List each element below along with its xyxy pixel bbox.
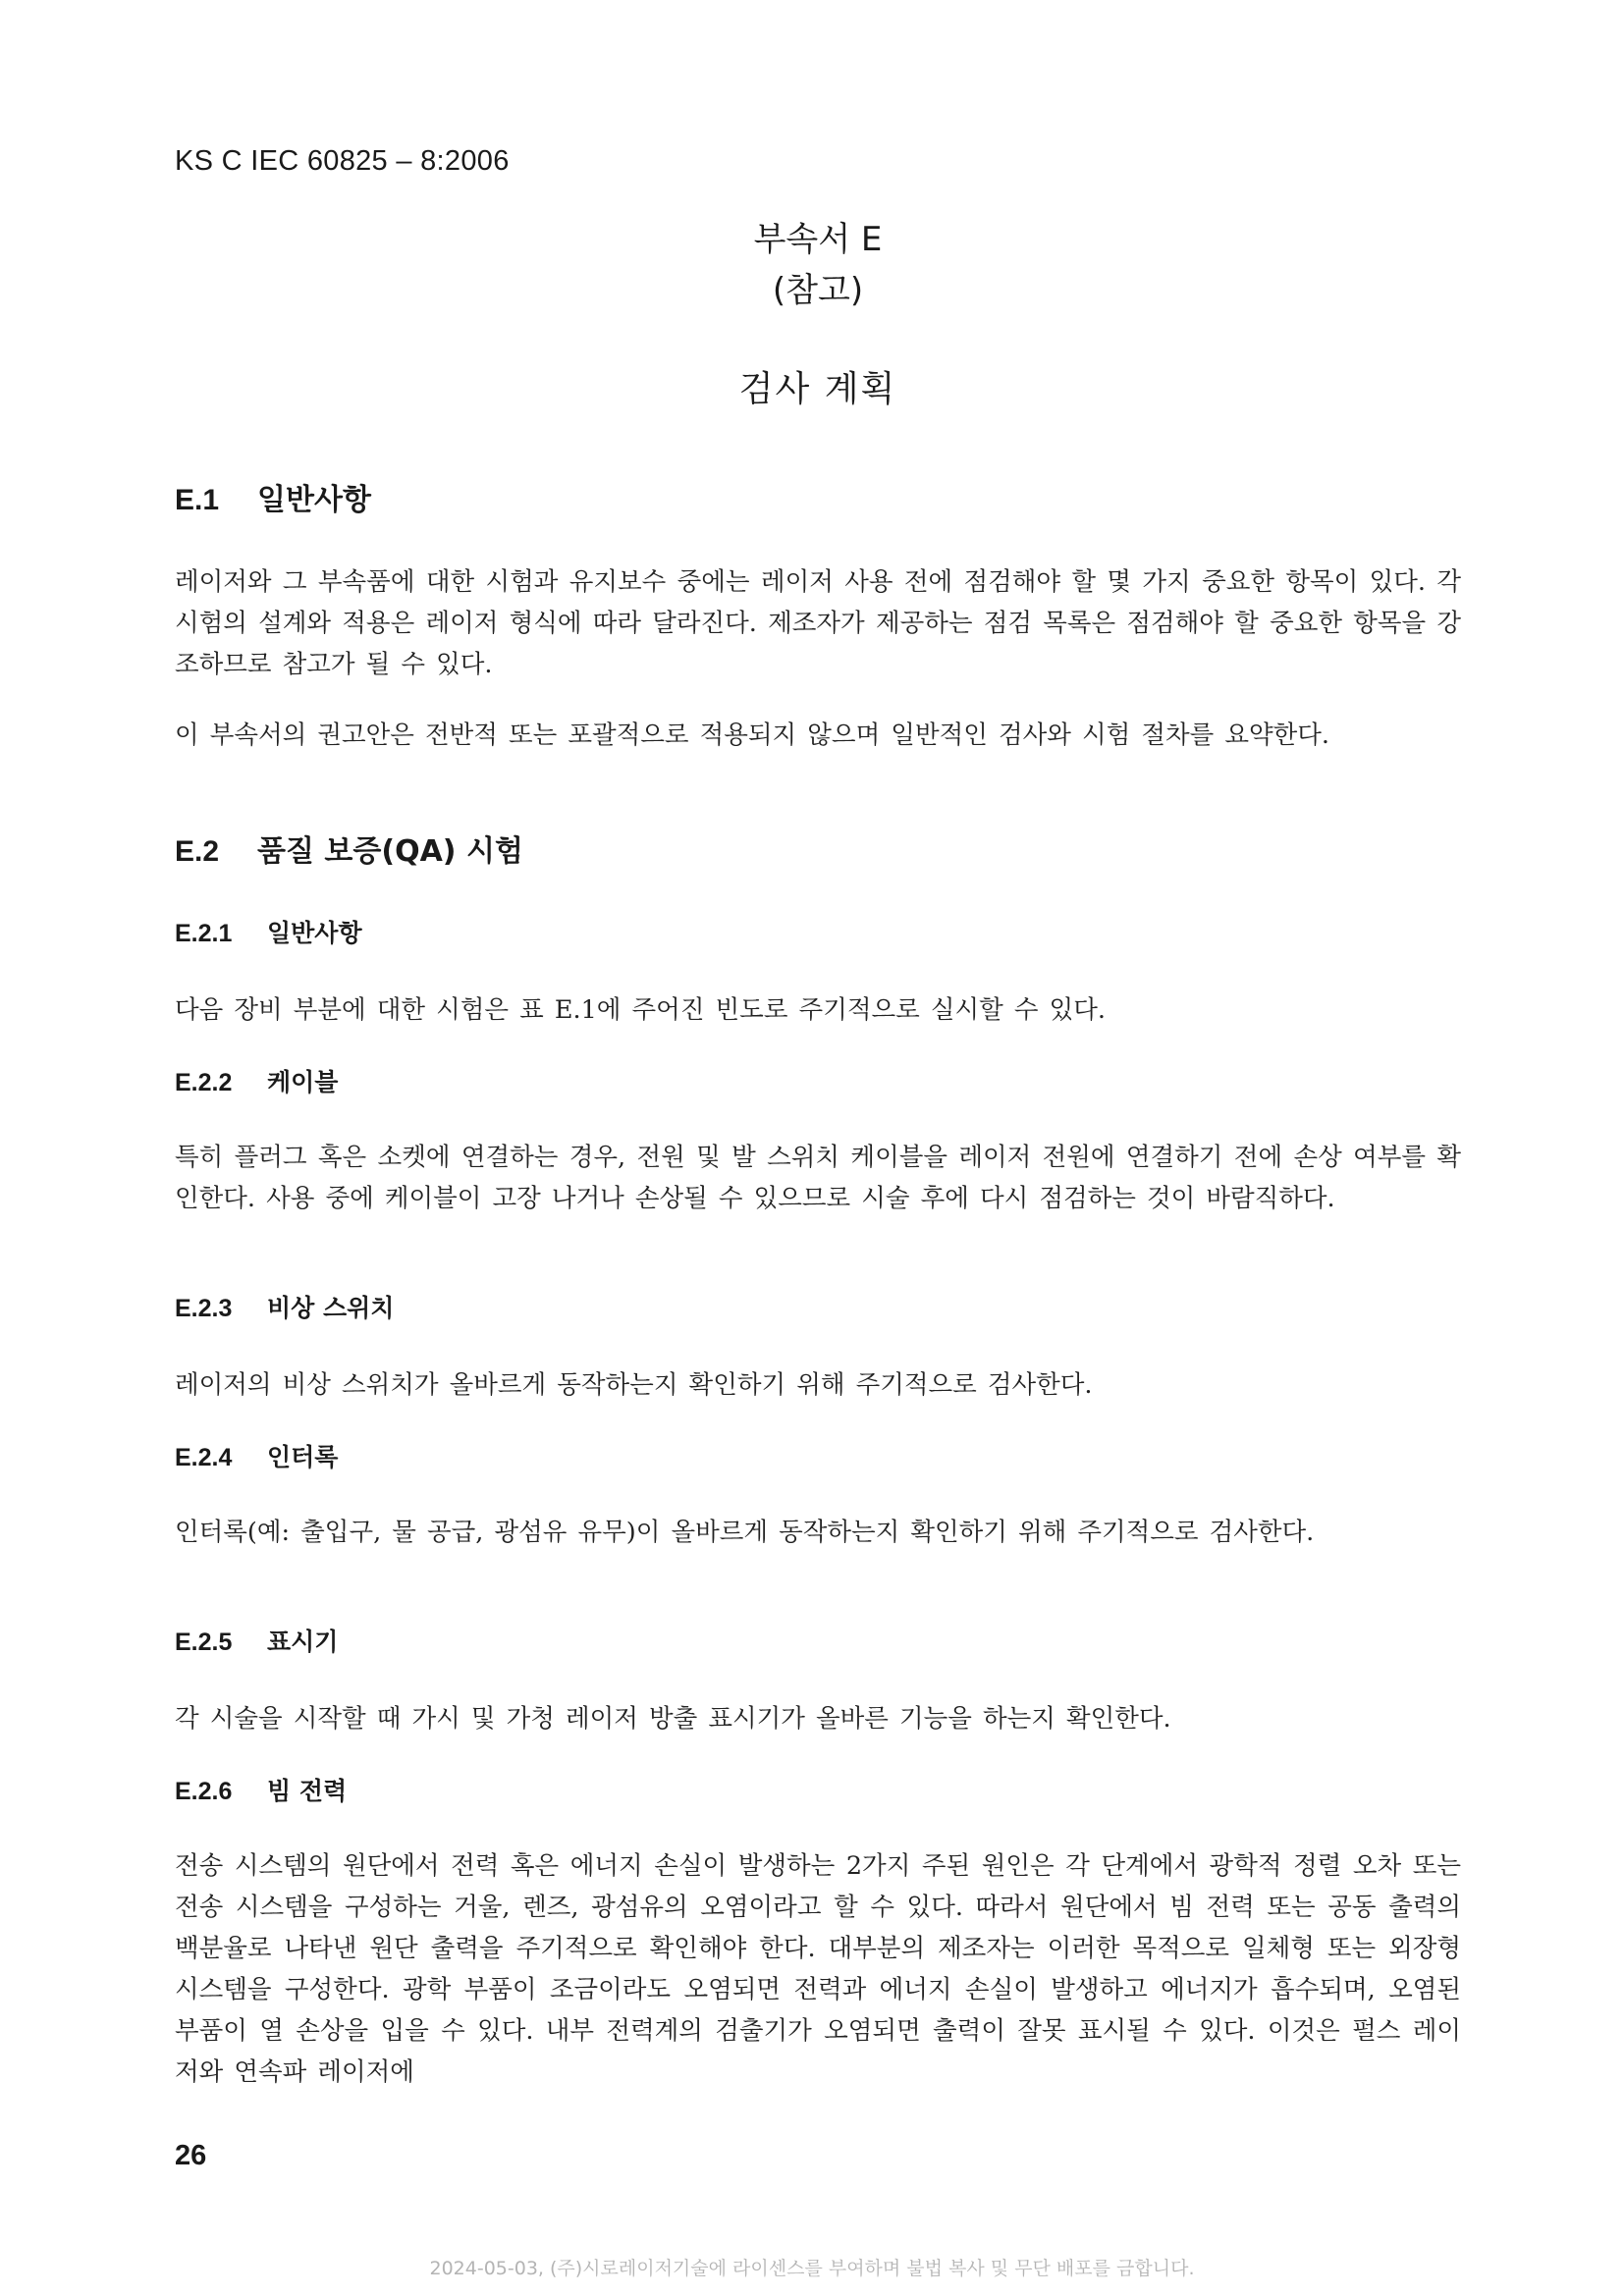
section-title: 일반사항 xyxy=(257,483,371,517)
subsection-title: 비상 스위치 xyxy=(267,1294,395,1322)
subsection-number: E.2.5 xyxy=(175,1629,233,1656)
subsection-number: E.2.4 xyxy=(175,1444,233,1471)
license-footer-notice: 2024-05-03, (주)시로레이저기술에 라이센스를 부여하며 불법 복사 및 무단 배포를 금합니다. xyxy=(429,2258,1195,2279)
section-title: 품질 보증(QA) 시험 xyxy=(257,834,523,869)
subsection-title: 빔 전력 xyxy=(267,1777,348,1805)
subsection-number: E.2.6 xyxy=(175,1778,233,1805)
subsection-heading-e23 xyxy=(175,1292,394,1325)
section-number: E.2 xyxy=(175,835,220,868)
section-number: E.1 xyxy=(175,484,220,516)
subsection-number: E.2.1 xyxy=(175,920,233,947)
subsection-number: E.2.2 xyxy=(175,1069,233,1096)
subsection-title: 표시기 xyxy=(267,1628,339,1656)
subsection-number: E.2.3 xyxy=(175,1295,233,1322)
annex-heading xyxy=(175,214,1461,316)
subsection-heading-e25 xyxy=(175,1626,338,1659)
paragraph-e24: 인터록(예: 출입구, 물 공급, 광섬유 유무)이 올바르게 동작하는지 확인하기 위해 주기적으로 검사한다. xyxy=(175,1518,1315,1547)
paragraph-e25: 각 시술을 시작할 때 가시 및 가청 레이저 방출 표시기가 올바른 기능을 하는지 확인한다. xyxy=(175,1704,1171,1734)
document-page xyxy=(175,0,1461,2296)
annex-type: (참고) xyxy=(772,271,864,310)
paragraph-e22: 특히 플러그 혹은 소켓에 연결하는 경우, 전원 및 발 스위치 케이블을 레이저 전원에 연결하기 전에 손상 여부를 확인한다. 사용 중에 케이블이 고장 나거나 손상될 수 있으므로 시술 후에 다시 점검하는 것이 바람직하다. xyxy=(175,1143,1461,1213)
subsection-title: 케이블 xyxy=(267,1068,339,1096)
paragraph-e1-1: 레이저와 그 부속품에 대한 시험과 유지보수 중에는 레이저 사용 전에 점검해야 할 몇 가지 중요한 항목이 있다. 각 시험의 설계와 적용은 레이저 형식에 따라 달라진다. 제조자가 제공하는 점검 목록은 점검해야 할 중요한 항목을 강조하므로 참고가 될 수 있다. xyxy=(175,567,1461,679)
subsection-heading-e24 xyxy=(175,1441,338,1474)
section-heading-e1 xyxy=(175,481,371,520)
page-number: 26 xyxy=(175,2140,207,2171)
subsection-heading-e26 xyxy=(175,1775,347,1808)
subsection-heading-e21 xyxy=(175,917,362,950)
annex-label: 부속서 E xyxy=(753,220,883,259)
paragraph-e21: 다음 장비 부분에 대한 시험은 표 E.1에 주어진 빈도로 주기적으로 실시할 수 있다. xyxy=(175,995,1106,1025)
paragraph-e23: 레이저의 비상 스위치가 올바르게 동작하는지 확인하기 위해 주기적으로 검사한다. xyxy=(175,1370,1093,1400)
annex-title: 검사 계획 xyxy=(738,369,897,409)
section-heading-e2 xyxy=(175,832,523,872)
standard-number: KS C IEC 60825 – 8:2006 xyxy=(175,145,510,177)
subsection-title: 인터록 xyxy=(267,1443,339,1471)
subsection-heading-e22 xyxy=(175,1066,338,1099)
subsection-title: 일반사항 xyxy=(267,919,362,947)
paragraph-e26: 전송 시스템의 원단에서 전력 혹은 에너지 손실이 발생하는 2가지 주된 원인은 각 단계에서 광학적 정렬 오차 또는 전송 시스템을 구성하는 거울, 렌즈, 광섬유의 오염이라고 할 수 있다. 따라서 원단에서 빔 전력 또는 공동 출력의 백분율로 나타낸 원단 출력을 주기적으로 확인해야 한다. 대부분의 제조자는 이러한 목적으로 일체형 또는 외장형 시스템을 구성한다. 광학 부품이 조금이라도 오염되면 전력과 에너지 손실이 발생하고 에너지가 흡수되며, 오염된 부품이 열 손상을 입을 수 있다. 내부 전력계의 검출기가 오염되면 출력이 잘못 표시될 수 있다. 이것은 펄스 레이저와 연속파 레이저에 xyxy=(175,1851,1461,2087)
paragraph-e1-2: 이 부속서의 권고안은 전반적 또는 포괄적으로 적용되지 않으며 일반적인 검사와 시험 절차를 요약한다. xyxy=(175,721,1329,750)
